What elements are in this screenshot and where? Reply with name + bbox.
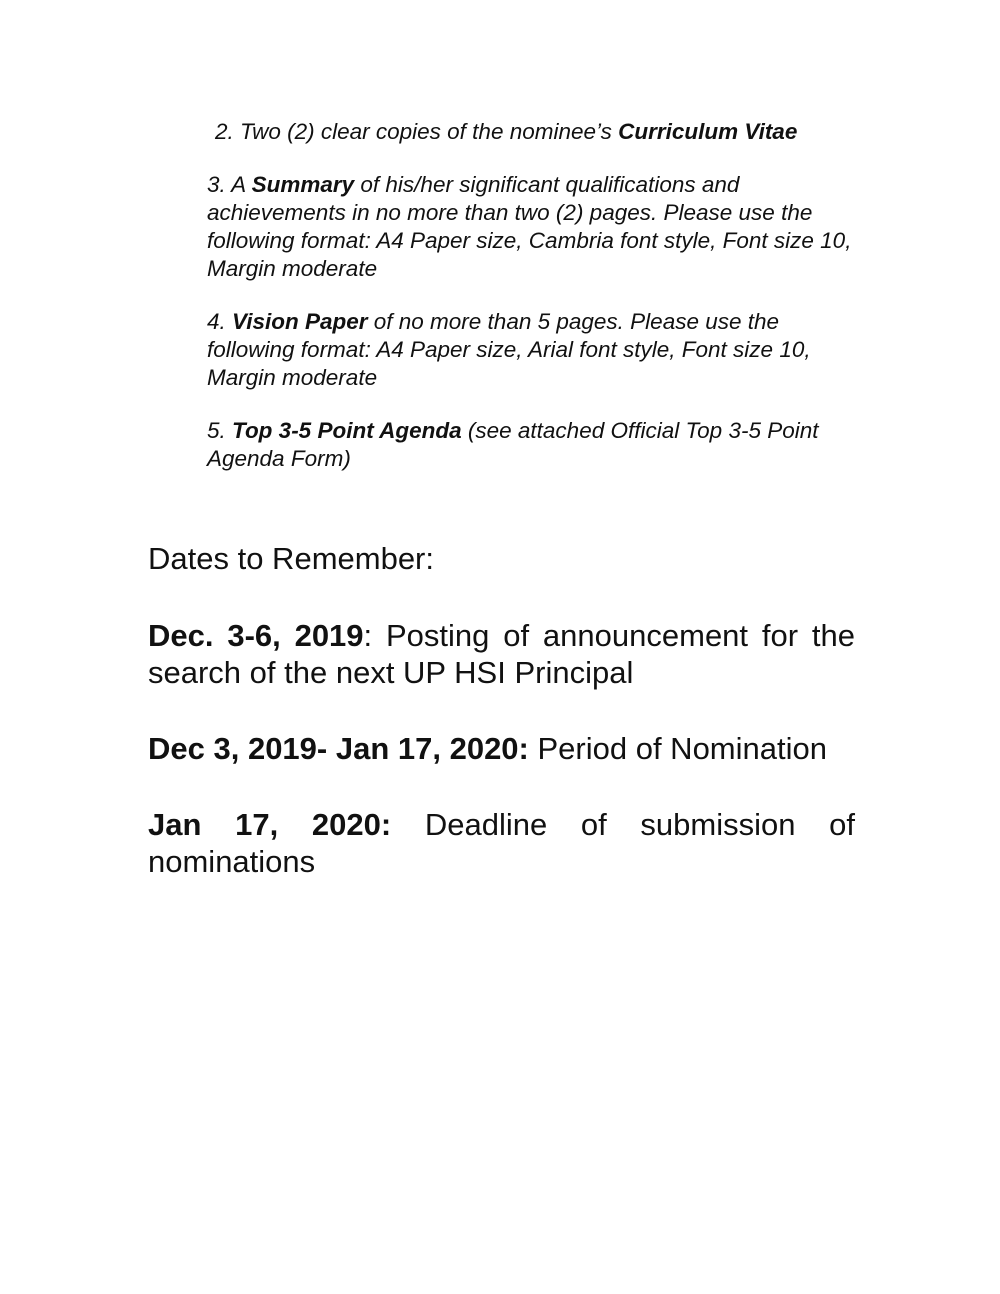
dates-section [148, 540, 855, 919]
requirement-text: (see attached Official Top 3-5 Point Agenda Form) [207, 418, 819, 471]
dates-heading: Dates to Remember: [148, 541, 434, 576]
requirement-item-vision-paper [207, 308, 857, 392]
requirement-item-summary [207, 171, 857, 283]
date-label: Dec. 3-6, 2019 [148, 618, 364, 653]
requirements-list [207, 118, 857, 498]
requirement-text: 2. Two (2) clear copies of the nominee’s [215, 119, 619, 144]
date-description: Deadline of submission of nominations [148, 807, 855, 879]
requirement-title: Summary [251, 172, 355, 197]
requirement-title: Curriculum Vitae [618, 119, 798, 144]
date-entry-nomination-period [148, 730, 855, 767]
requirement-title: Vision Paper [232, 309, 368, 334]
requirement-text: 3. A [207, 172, 252, 197]
requirement-text: of no more than 5 pages. Please use the following format: A4 Paper size, Arial font style, Font size 10, Margin moderate [207, 309, 811, 390]
requirement-text: of his/her significant qualifications and achievements in no more than two (2) pages. Please use the following format: A4 Paper size, Cambria font style, Font size 10, Margin moderate [207, 172, 852, 281]
date-label: Dec 3, 2019- Jan 17, 2020: [148, 731, 529, 766]
requirement-title: Top 3-5 Point Agenda [232, 418, 462, 443]
requirement-item-agenda [207, 417, 857, 473]
date-entry-posting [148, 617, 855, 691]
requirement-text: 5. [207, 418, 233, 443]
date-description: Period of Nomination [528, 731, 827, 766]
requirement-item-cv [207, 118, 857, 146]
date-description: : Posting of announcement for the search of the next UP HSI Principal [148, 618, 855, 690]
date-entry-deadline [148, 806, 855, 880]
requirement-text: 4. [207, 309, 233, 334]
date-label: Jan 17, 2020: [148, 807, 392, 842]
